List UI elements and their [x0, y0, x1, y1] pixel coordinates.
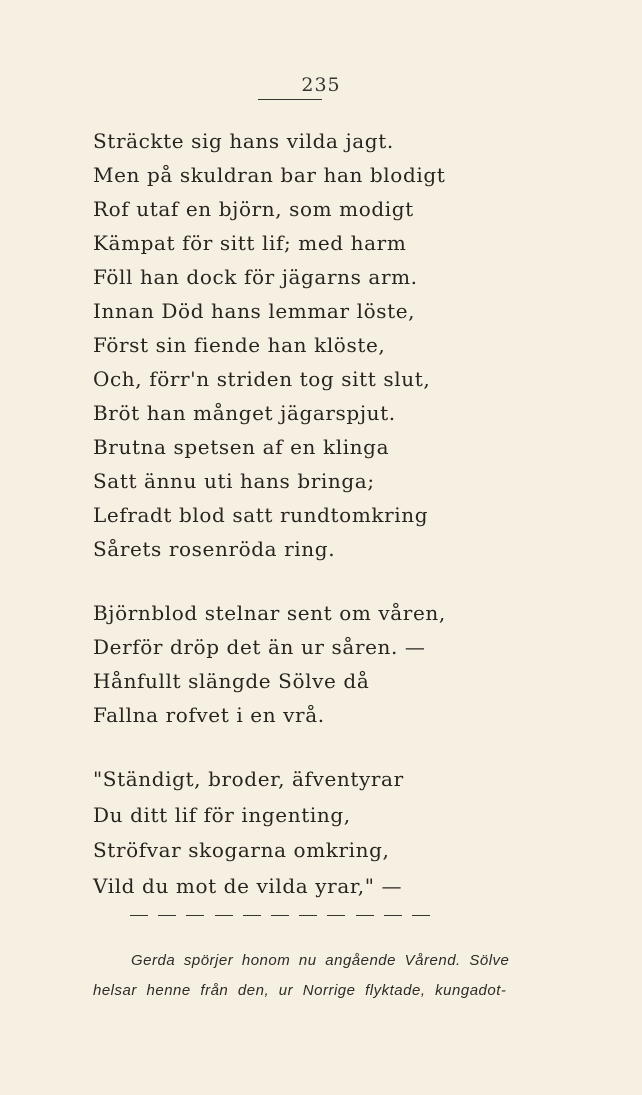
separator-dash	[271, 915, 289, 916]
separator-dash	[186, 915, 204, 916]
verse-line: Och, förr'n striden tog sitt slut,	[93, 367, 431, 391]
separator-dash	[384, 915, 402, 916]
footnote-line-2: helsar henne från den, ur Norrige flyktade, kungadot-	[93, 982, 507, 999]
verse-line: Vild du mot de vilda yrar," —	[93, 873, 403, 898]
separator-dash	[327, 915, 345, 916]
separator-dash	[243, 915, 261, 916]
verse-line: Innan Död hans lemmar löste,	[93, 299, 416, 323]
verse-line: Lefradt blod satt rundtomkring	[93, 503, 429, 527]
stanza-1	[93, 124, 445, 566]
verse-line: Hånfullt slängde Sölve då	[93, 669, 370, 693]
verse-line: Föll han dock för jägarns arm.	[93, 265, 418, 289]
verse-line: Brutna spetsen af en klinga	[93, 435, 390, 459]
verse-line: Satt ännu uti hans bringa;	[93, 469, 375, 493]
verse-line: Kämpat för sitt lif; med harm	[93, 231, 407, 255]
verse-line: Sårets rosenröda ring.	[93, 537, 336, 561]
dashed-separator	[130, 915, 430, 917]
verse-line: Först sin fiende han klöste,	[93, 333, 386, 357]
verse-line: Du ditt lif för ingenting,	[93, 802, 351, 827]
verse-line: Men på skuldran bar han blodigt	[93, 163, 446, 187]
verse-line: Rof utaf en björn, som modigt	[93, 197, 414, 221]
verse-line: Bröt han månget jägarspjut.	[93, 401, 396, 425]
verse-line: "Ständigt, broder, äfventyrar	[93, 767, 404, 791]
stanza-2	[93, 596, 446, 732]
footnote-line-1: Gerda spörjer honom nu angående Vårend. Sölve	[131, 952, 510, 969]
separator-dash	[412, 915, 430, 916]
verse-line: Ströfvar skogarna omkring,	[93, 838, 390, 862]
separator-dash	[299, 915, 317, 916]
separator-dash	[130, 915, 148, 916]
verse-line: Sträckte sig hans vilda jagt.	[93, 129, 394, 153]
page-number: 235	[301, 74, 341, 96]
verse-line: Björnblod stelnar sent om våren,	[93, 601, 446, 625]
separator-dash	[356, 915, 374, 916]
stanza-3	[93, 762, 404, 904]
separator-dash	[215, 915, 233, 916]
separator-dash	[158, 915, 176, 916]
verse-line: Derför dröp det än ur såren. —	[93, 635, 426, 659]
verse-line: Fallna rofvet i en vrå.	[93, 703, 325, 727]
page-number-underline	[258, 99, 322, 100]
